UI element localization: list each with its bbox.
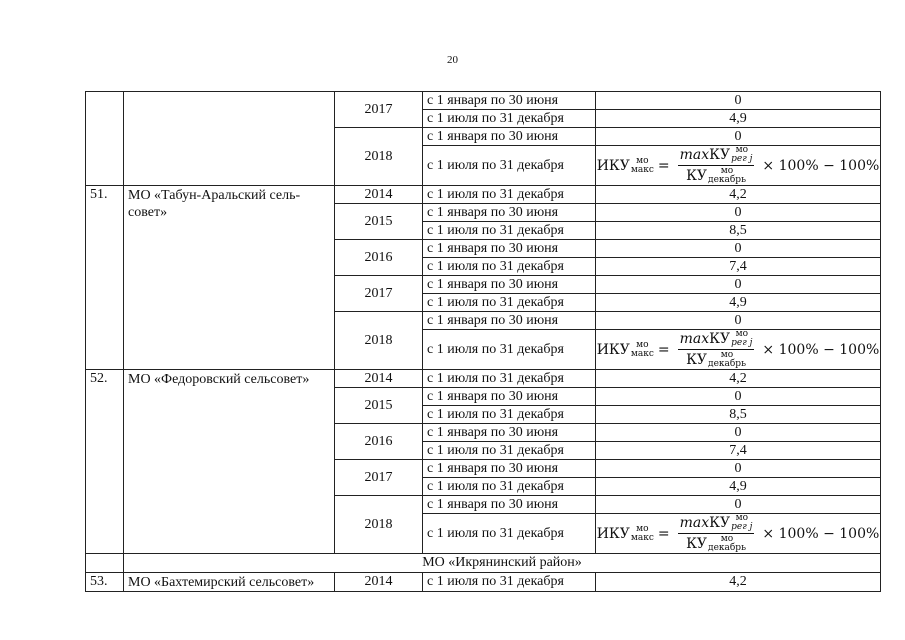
period-cell: с 1 июля по 31 декабря (423, 294, 596, 312)
formula-num-sub: рег j (731, 338, 753, 348)
period-cell: с 1 июля по 31 декабря (423, 186, 596, 204)
year-cell: 2016 (335, 240, 423, 276)
year-cell: 2017 (335, 276, 423, 312)
municipality-name-cell (124, 92, 335, 186)
formula-lhs-sup: мо (636, 523, 649, 534)
value-cell: 4,9 (596, 478, 881, 496)
max-index-formula (597, 514, 880, 553)
max-index-formula (597, 330, 880, 369)
formula-den-sub: декабрь (708, 543, 746, 553)
formula-fraction (678, 146, 755, 185)
value-cell: 4,2 (596, 186, 881, 204)
year-cell: 2015 (335, 388, 423, 424)
formula-lhs-sub: макс (630, 532, 654, 543)
year-cell: 2018 (335, 496, 423, 554)
table-row (86, 370, 881, 388)
period-cell: с 1 января по 30 июня (423, 460, 596, 478)
value-cell: 7,4 (596, 442, 881, 460)
value-cell: 0 (596, 204, 881, 222)
value-cell: 0 (596, 496, 881, 514)
formula-max: max (679, 515, 710, 531)
year-cell: 2014 (335, 370, 423, 388)
formula-num-sup: мо (735, 145, 748, 155)
formula-num-base: КУ (709, 515, 731, 531)
value-cell: 0 (596, 128, 881, 146)
table-row (86, 186, 881, 204)
formula-num-base: КУ (709, 147, 731, 163)
period-cell: с 1 января по 30 июня (423, 240, 596, 258)
value-cell: 4,2 (596, 573, 881, 592)
formula-den-sup: мо (720, 534, 734, 544)
table-row (86, 573, 881, 592)
formula-num-sup: мо (735, 513, 748, 523)
period-cell: с 1 июля по 31 декабря (423, 258, 596, 276)
formula-den-sup: мо (720, 166, 734, 176)
formula-den-sub: декабрь (708, 359, 746, 369)
formula-rest: × 100% − 100% (762, 341, 880, 358)
year-cell: 2014 (335, 573, 423, 592)
period-cell: с 1 января по 30 июня (423, 424, 596, 442)
row-number-cell (86, 554, 124, 573)
value-cell: 0 (596, 240, 881, 258)
year-cell: 2017 (335, 460, 423, 496)
region-header: МО «Икрянинский район» (124, 554, 881, 573)
formula-lhs (597, 525, 654, 543)
period-cell: с 1 июля по 31 декабря (423, 442, 596, 460)
formula-num-sub: рег j (731, 522, 753, 532)
formula-max: max (679, 147, 710, 163)
year-cell: 2018 (335, 312, 423, 370)
formula-num-base: КУ (709, 331, 731, 347)
table-row (86, 554, 881, 573)
formula-lhs (597, 157, 654, 175)
value-cell: 0 (596, 312, 881, 330)
period-cell: с 1 июля по 31 декабря (423, 514, 596, 554)
period-cell: с 1 июля по 31 декабря (423, 110, 596, 128)
value-cell: 0 (596, 388, 881, 406)
period-cell: с 1 января по 30 июня (423, 496, 596, 514)
period-cell: с 1 июля по 31 декабря (423, 406, 596, 424)
municipality-name-cell: МО «Федоровский сельсовет» (124, 370, 335, 554)
value-cell: 4,9 (596, 110, 881, 128)
row-number-cell: 52. (86, 370, 124, 554)
formula-lhs-base: ИКУ (596, 157, 630, 174)
formula-lhs-sup: мо (636, 339, 649, 350)
formula-rest: × 100% − 100% (762, 157, 880, 174)
value-cell: 0 (596, 276, 881, 294)
tariff-index-table (85, 91, 881, 592)
formula-max: max (679, 331, 710, 347)
period-cell: с 1 июля по 31 декабря (423, 222, 596, 240)
formula-den-base: КУ (686, 536, 708, 552)
year-cell: 2014 (335, 186, 423, 204)
period-cell: с 1 января по 30 июня (423, 388, 596, 406)
year-cell: 2015 (335, 204, 423, 240)
formula-den-sub: декабрь (708, 175, 746, 185)
value-cell: 0 (596, 424, 881, 442)
municipality-name-cell: МО «Табун-Аральский сель-совет» (124, 186, 335, 370)
period-cell: с 1 января по 30 июня (423, 92, 596, 110)
formula-fraction (678, 514, 755, 553)
period-cell: с 1 января по 30 июня (423, 204, 596, 222)
value-cell: 8,5 (596, 222, 881, 240)
formula-cell (596, 514, 881, 554)
formula-lhs-sup: мо (636, 155, 649, 166)
value-cell: 4,9 (596, 294, 881, 312)
formula-fraction (678, 330, 755, 369)
formula-den-sup: мо (720, 350, 734, 360)
formula-lhs-base: ИКУ (596, 525, 630, 542)
formula-cell (596, 330, 881, 370)
formula-den-base: КУ (686, 168, 708, 184)
formula-cell (596, 146, 881, 186)
period-cell: с 1 июля по 31 декабря (423, 330, 596, 370)
value-cell: 4,2 (596, 370, 881, 388)
value-cell: 0 (596, 92, 881, 110)
year-cell: 2018 (335, 128, 423, 186)
year-cell: 2016 (335, 424, 423, 460)
formula-rest: × 100% − 100% (762, 525, 880, 542)
row-number-cell: 51. (86, 186, 124, 370)
formula-den-base: КУ (686, 352, 708, 368)
formula-equals: = (657, 157, 670, 174)
period-cell: с 1 января по 30 июня (423, 128, 596, 146)
table-row (86, 92, 881, 110)
formula-equals: = (657, 341, 670, 358)
row-number-cell (86, 92, 124, 186)
row-number-cell: 53. (86, 573, 124, 592)
period-cell: с 1 января по 30 июня (423, 312, 596, 330)
formula-num-sub: рег j (731, 154, 753, 164)
period-cell: с 1 июля по 31 декабря (423, 370, 596, 388)
municipality-name-cell: МО «Бахтемирский сельсовет» (124, 573, 335, 592)
formula-lhs (597, 341, 654, 359)
page-number: 20 (447, 54, 458, 66)
value-cell: 8,5 (596, 406, 881, 424)
value-cell: 7,4 (596, 258, 881, 276)
formula-lhs-sub: макс (630, 164, 654, 175)
max-index-formula (597, 146, 880, 185)
formula-num-sup: мо (735, 329, 748, 339)
period-cell: с 1 июля по 31 декабря (423, 146, 596, 186)
formula-equals: = (657, 525, 670, 542)
period-cell: с 1 июля по 31 декабря (423, 573, 596, 592)
value-cell: 0 (596, 460, 881, 478)
year-cell: 2017 (335, 92, 423, 128)
period-cell: с 1 января по 30 июня (423, 276, 596, 294)
formula-lhs-base: ИКУ (596, 341, 630, 358)
period-cell: с 1 июля по 31 декабря (423, 478, 596, 496)
formula-lhs-sub: макс (630, 348, 654, 359)
